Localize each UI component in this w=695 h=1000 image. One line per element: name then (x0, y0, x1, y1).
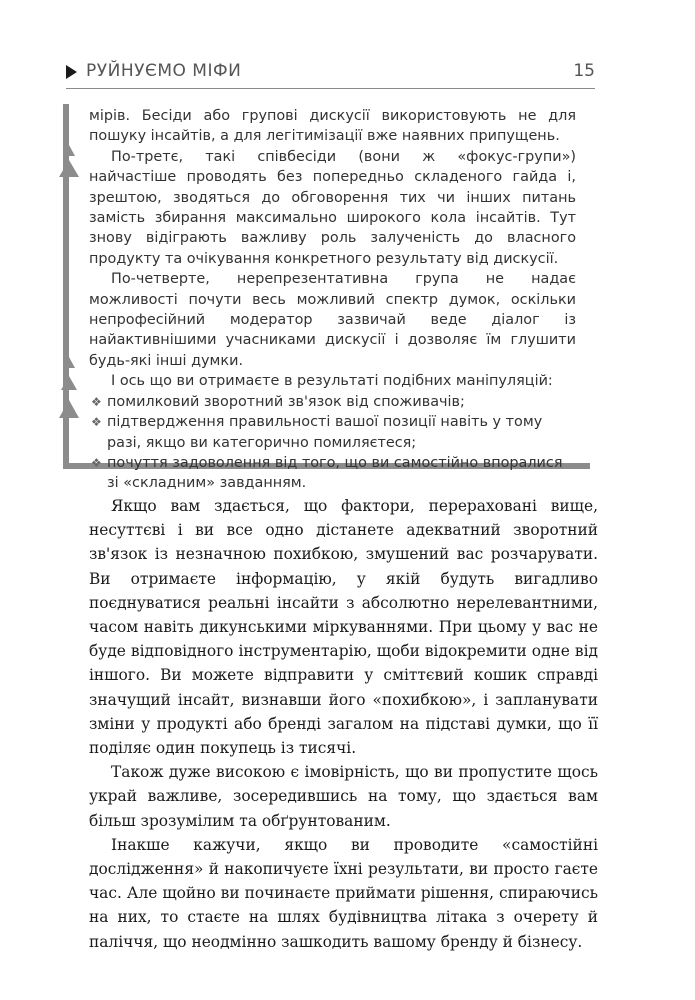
diamond-bullet-icon: ❖ (91, 455, 102, 470)
list-item (89, 412, 576, 453)
running-header (66, 58, 595, 89)
sidebar-paragraph: По-третє, такі співбесіди (вони ж «фокус-групи») найчастіше проводять без попередньо складеного гайда і, зрештою, зводяться до обговорення тих чи інших питань замість збирання максимально широкого кола інсайтів. Тут знову відіграють важливу роль залученість до власного продукту та очікування конкретного результату від дискусії. (89, 148, 576, 267)
sidebar-content (89, 106, 576, 494)
body-text (89, 494, 598, 954)
triangle-large-icon (59, 400, 79, 418)
list-item (89, 392, 576, 412)
triangle-small-icon (63, 145, 75, 156)
sidebar-paragraph: мірів. Бесіди або групові дискусії використовують не для пошуку інсайтів, а для легітимізації вже наявних припущень. (89, 108, 576, 145)
sidebar-paragraph: По-четверте, нерепрезентативна група не надає можливості почути весь можливий спектр думок, оскільки непрофесійний модератор зазвичай веде діалог із найактивнішими учасниками дискусії і дозволяє їм глушити будь-які інші думки. (89, 271, 576, 369)
body-paragraph: Також дуже високою є імовірність, що ви пропустите щось украй важливе, зосередившись на тому, що здається вам більш зрозумілим та обґрунтованим. (89, 763, 598, 830)
list-item (89, 453, 576, 494)
play-arrow-icon (66, 65, 77, 79)
sidebar-paragraph: І ось що ви отримаєте в результаті подібних маніпуляцій: (111, 373, 553, 390)
body-paragraph: Інакше кажучи, якщо ви проводите «самостійні дослідження» й накопичуєте їхні результати, ви просто гаєте час. Але щойно ви починаєте приймати рішення, спираючись на них, то стаєте на шлях будівництва літака з очерету й паліччя, що неодмінно зашкодить вашому бренду й бізнесу. (89, 835, 598, 951)
page-number: 15 (573, 61, 595, 81)
bullet-text: почуття задоволення від того, що ви самостійно впоралися зі «складним» завданням. (107, 454, 563, 492)
sidebar-bullet-list (89, 392, 576, 494)
bullet-text: помилковий зворотний зв'язок від споживачів; (107, 393, 465, 410)
diamond-bullet-icon: ❖ (91, 394, 102, 409)
triangle-medium-icon (61, 376, 77, 390)
body-paragraph: Якщо вам здається, що фактори, перераховані вище, несуттєві і ви все одно дістанете адекватний зворотний зв'язок із незначною похибкою, змушений вас розчарувати. Ви отримаєте інформацію, у якій будуть вигадливо поєднуватися реальні інсайти з абсолютно нерелевантними, часом навіть дикунськими міркуваннями. При цьому у вас не буде відповідного інструментарію, щоби відокремити одне від іншого. Ви можете відправити у сміттєвий кошик справді значущий інсайт, визнавши його «похибкою», і запланувати зміни у продукті або бренді загалом на підставі думки, що її поділяє один покупець із тисячі. (89, 497, 598, 758)
chapter-title: РУЙНУЄМО МІФИ (86, 61, 242, 81)
bullet-text: підтвердження правильності вашої позиції навіть у тому разі, якщо ви категорично помиляєтеся; (107, 414, 543, 451)
triangle-large-icon (59, 160, 79, 177)
diamond-bullet-icon: ❖ (91, 415, 102, 430)
triangle-small-icon (63, 357, 75, 368)
